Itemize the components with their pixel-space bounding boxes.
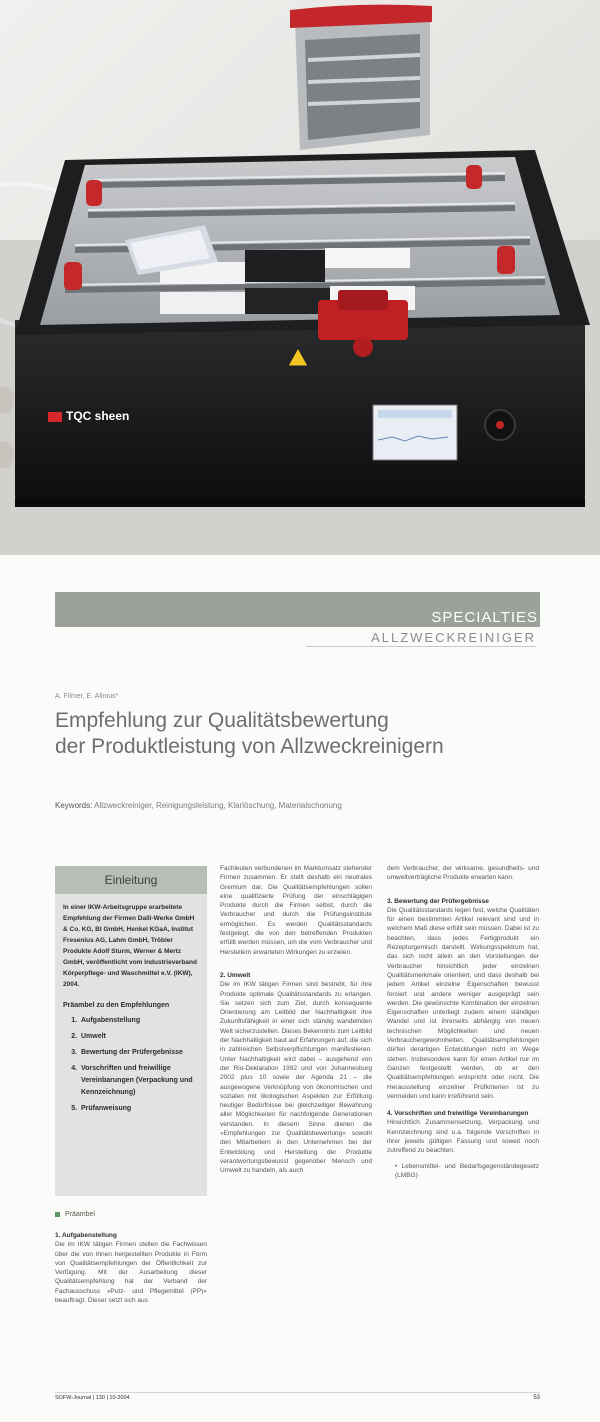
paragraph: Die im IKW tätigen Firmen stellen die Fachwissen über die von ihnen hergestellten Produkte in Form von Qualitätsempfehlungen der Öffentlichkeit zur Verfügung. Mit der Ausarbeitung dieser Qualitätsempfehlung hat der Verband der Fachausschuss »Putz- und Pflegemittel (PP)« beauftragt. Dieser setzt sich aus — [55, 1241, 207, 1305]
toc-item: 4. Vorschriften und freiwillige Vereinbarungen (Verpackung und Kennzeichnung) — [79, 1063, 199, 1099]
section-heading-1: 1. Aufgabenstellung — [55, 1232, 117, 1239]
article-title-line-2: der Produktleistung von Allzweckreinigern — [55, 735, 444, 758]
toc-list — [55, 1015, 207, 1115]
keywords-list: Allzweckreiniger, Reinigungsleistung, Klarlöschung, Materialschonung — [94, 801, 342, 810]
paragraph: Die im IKW tätigen Firmen sind bestrebt, für ihre Produkte optimale Qualitätsstandards zu erlangen. Sie setzen sich zum Ziel, durch konsequente Orientierung am Leitbild der Nachhaltigkeit ihre Zukunftsfähigkeit in einer sich ständig wandelnden Welt sicherzustellen. Dieses Bekenntnis zum Leitbild der Nachhaltigkeit baut auf Erfahrungen auf, die sich in zahlreichen Selbstverpflichtungen manifestieren. Unter Nachhaltigkeit wird dabei – ausgehend von der Rio-Deklaration 1992 und von Johannesburg 2002 plus 10 sowie der Agenda 21 – die ausgewogene Verknüpfung von ökonomischen und sozialen mit ökologischen Aspekten zur Erfüllung heutiger Bedürfnisse bei gleichzeitiger Bewahrung aller Möglichkeiten für nachfolgende Generationen verstanden. In diesem Sinne dienen die »Empfehlungen zur Qualitätsbewertung« sowohl den Mitarbeitern in den Unternehmen bei der Entwicklung und Herstellung der Produkte verantwortungsbewusst gegenüber Mensch und Umwelt zu handeln, als auch — [220, 981, 372, 1175]
intro-box — [55, 866, 207, 1196]
section-heading-4: 4. Vorschriften und freiwillige Vereinbarungen — [387, 1110, 529, 1118]
paragraph: Die Qualitätsstandards legen fest, welche Qualitäten für einen bestimmten Artikel relevant sind und in welchem Maß diese erfüllt sein müssen. Dabei ist zu beachten, dass jedes Fertigprodukt ein Rezepturgemisch darstellt. Wirkungsspektrum hat, das sich nicht allein an den Vorstellungen der Verbraucher hinsichtlich jeder einzelnen Qualitätsmerkmale orientiert, und dass deshalb bei jedem Artikel einzelne Eigenschaften bewusst forciert und andere weniger ausgeprägt sein werden. Die gewünschte Kombination der einzelnen Eigenschaften unterliegt zudem einem ständigen Wandel und ist ihrerseits abhängig von neuen technischen Möglichkeiten und neuen Verbrauchergewohnheiten. Qualitätsempfehlungen dürfen derartigen Entwicklungen nicht im Wege stehen. Insbesondere kann für einen Artikel nur im Ganzen festgestellt werden, ob er den Qualitätsempfehlungen entspricht oder nicht. Die Herausstellung einzelner Prüfkriterien ist zu vermeiden und kann irreführend sein. — [387, 906, 539, 1100]
section-subtitle: ALLZWECKREINIGER — [306, 630, 536, 647]
article-title-line-1: Empfehlung zur Qualitätsbewertung — [55, 709, 389, 732]
article-title — [55, 708, 535, 760]
toc-item: 3. Bewertung der Prüfergebnisse — [79, 1047, 199, 1059]
text-column-1 — [55, 1223, 207, 1305]
text-column-3 — [387, 864, 539, 1180]
text-column-2 — [220, 864, 372, 1176]
section-heading-2: 2. Umwelt — [220, 971, 251, 979]
toc-item: 1. Aufgabenstellung — [79, 1015, 199, 1027]
green-square-icon — [55, 1212, 60, 1217]
apparatus-photo — [0, 0, 600, 555]
toc-item: 5. Prüfanweisung — [79, 1103, 199, 1115]
article-authors: A. Filmer, E. Allmus* — [55, 693, 119, 700]
footer-journal: SOFW-Journal | 130 | 10-2004 — [55, 1395, 130, 1401]
intro-box-heading: Einleitung — [55, 866, 207, 894]
section-title: SPECIALTIES — [431, 609, 538, 626]
intro-box-text: In einer IKW-Arbeitsgruppe erarbeitete Empfehlung der Firmen Dalli-Werke GmbH & Co. KG, BI GmbH, Henkel KGaA, Institut Fresenius AG, Lahm GmbH, Tröbler Produkte Adolf Sturm, Werner & Mertz GmbH, veröffentlicht vom Industrieverband Körperpflege- und Waschmittel e.V. (IKW), 2004. — [63, 904, 197, 988]
preamble-label: Präambel — [64, 1211, 95, 1218]
keywords-label: Keywords: — [55, 801, 93, 810]
bullet-item: • Lebensmittel- und Bedarfsgegenständegesetz (LMBG) — [395, 1162, 539, 1179]
paragraph: dem Verbraucher, der wirksame, gesundheits- und umweltverträgliche Produkte erwarten kann. — [387, 865, 539, 882]
page-footer — [55, 1392, 540, 1401]
svg-text:TQC sheen: TQC sheen — [66, 409, 130, 423]
toc-heading: Präambel zu den Empfehlungen — [63, 1002, 170, 1009]
bullet-text: Lebensmittel- und Bedarfsgegenständegesetz (LMBG) — [395, 1162, 539, 1179]
paragraph: Hinsichtlich Zusammensetzung, Verpackung und Kennzeichnung sind u.a. folgende Vorschriften in ihrer jeweils gültigen Fassung und soweit noch zutreffend zu beachten: — [387, 1119, 539, 1155]
paragraph: Fachleuten verbundenen im Marktumsatz stehender Firmen zusammen. Er stellt deshalb ein neutrales Gremium dar. Die Qualitätsempfehlungen sollen eine qualifizierte Prüfung der einschlägigen Produkte durch die Firmen selbst, durch die Verbraucher und durch die Prüfungsinstitute ermöglichen. Es werden Qualitätsstandards festgelegt, die von den betreffenden Produkten erfüllt werden müssen, um die vom Verbraucher und Herstellern erwarteten Wirkungen zu erzielen. — [220, 865, 372, 956]
toc-item: 2. Umwelt — [79, 1031, 199, 1043]
article-keywords — [55, 801, 342, 810]
preamble-marker — [55, 1211, 95, 1218]
section-heading-3: 3. Bewertung der Prüfergebnisse — [387, 897, 489, 905]
page-number: 53 — [533, 1395, 540, 1401]
apparatus-illustration — [0, 0, 600, 555]
article-page — [0, 555, 600, 1422]
